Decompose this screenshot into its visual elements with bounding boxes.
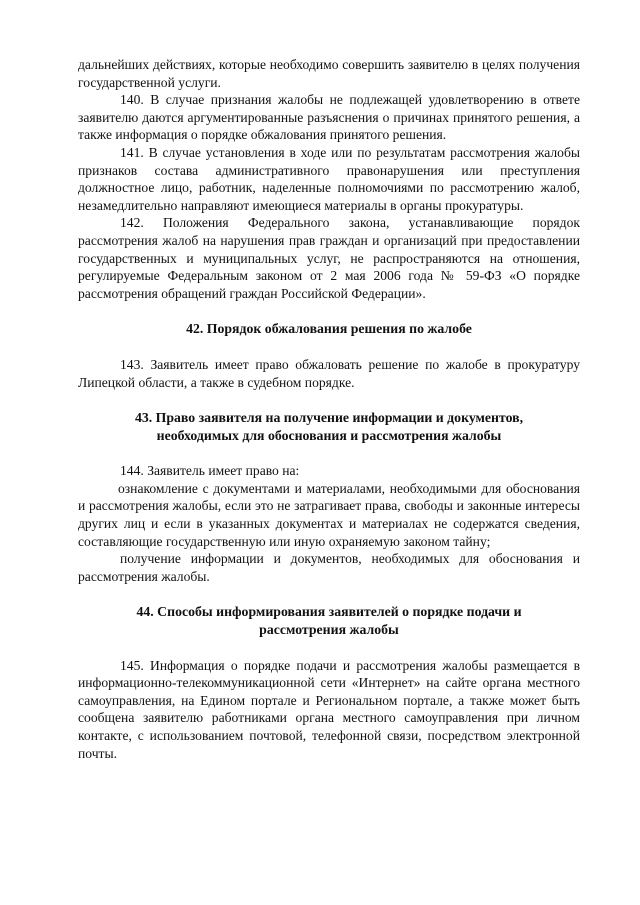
section-43-heading-line-1: 43. Право заявителя на получение информации и документов, (134, 410, 524, 426)
paragraph-141: 141. В случае установления в ходе или по результатам рассмотрения жалобы признаков состава административного правонарушения или преступления должностное лицо, работник, наделенные полномочиями по рассмотрению жалоб, незамедлительно направляют имеющиеся материалы в органы прокуратуры. (78, 144, 580, 213)
paragraph-140: 140. В случае признания жалобы не подлежащей удовлетворению в ответе заявителю даются аргументированные разъяснения о причинах принятого решения, а также информация о порядке обжалования принятого решения. (78, 92, 580, 143)
paragraph-continuation: дальнейших действиях, которые необходимо совершить заявителю в целях получения государственной услуги. (78, 57, 580, 90)
section-44-heading (78, 603, 580, 638)
paragraph-144-item-1: ознакомление с документами и материалами, необходимыми для обоснования и рассмотрения жалобы, если это не затрагивает права, свободы и законные интересы других лиц и если в указанных документах и материалах не содержатся сведения, составляющие государственную или иную охраняемую законом тайну; (78, 480, 580, 549)
section-43-heading (78, 409, 580, 444)
paragraph-144-item-2: получение информации и документов, необходимых для обоснования и рассмотрения жалобы. (78, 551, 580, 584)
section-44-heading-line-2: рассмотрения жалобы (259, 622, 399, 638)
paragraph-142: 142. Положения Федерального закона, устанавливающие порядок рассмотрения жалоб на нарушения прав граждан и организаций при предоставлении государственных и муниципальных услуг, не распространяются на отношения, регулируемые Федеральным законом от 2 мая 2006 года № 59-ФЗ «О порядке рассмотрения обращений граждан Российской Федерации». (78, 215, 580, 301)
page-content (78, 56, 580, 762)
paragraph-145: 145. Информация о порядке подачи и рассмотрения жалобы размещается в информационно-телекоммуникационной сети «Интернет» на сайте органа местного самоуправления, на Едином портале и Региональном портале, а также может быть сообщена заявителю работниками органа местного самоуправления при личном контакте, с использованием почтовой, телефонной связи, посредством электронной почты. (78, 657, 580, 761)
paragraph-143: 143. Заявитель имеет право обжаловать решение по жалобе в прокуратуру Липецкой области, а также в судебном порядке. (78, 356, 580, 390)
section-44-heading-line-1: 44. Способы информирования заявителей о порядке подачи и (136, 604, 522, 620)
paragraph-144: 144. Заявитель имеет право на: (120, 463, 300, 479)
section-43-heading-line-2: необходимых для обоснования и рассмотрения жалобы (156, 427, 502, 443)
section-42-heading: 42. Порядок обжалования решения по жалобе (186, 321, 472, 337)
